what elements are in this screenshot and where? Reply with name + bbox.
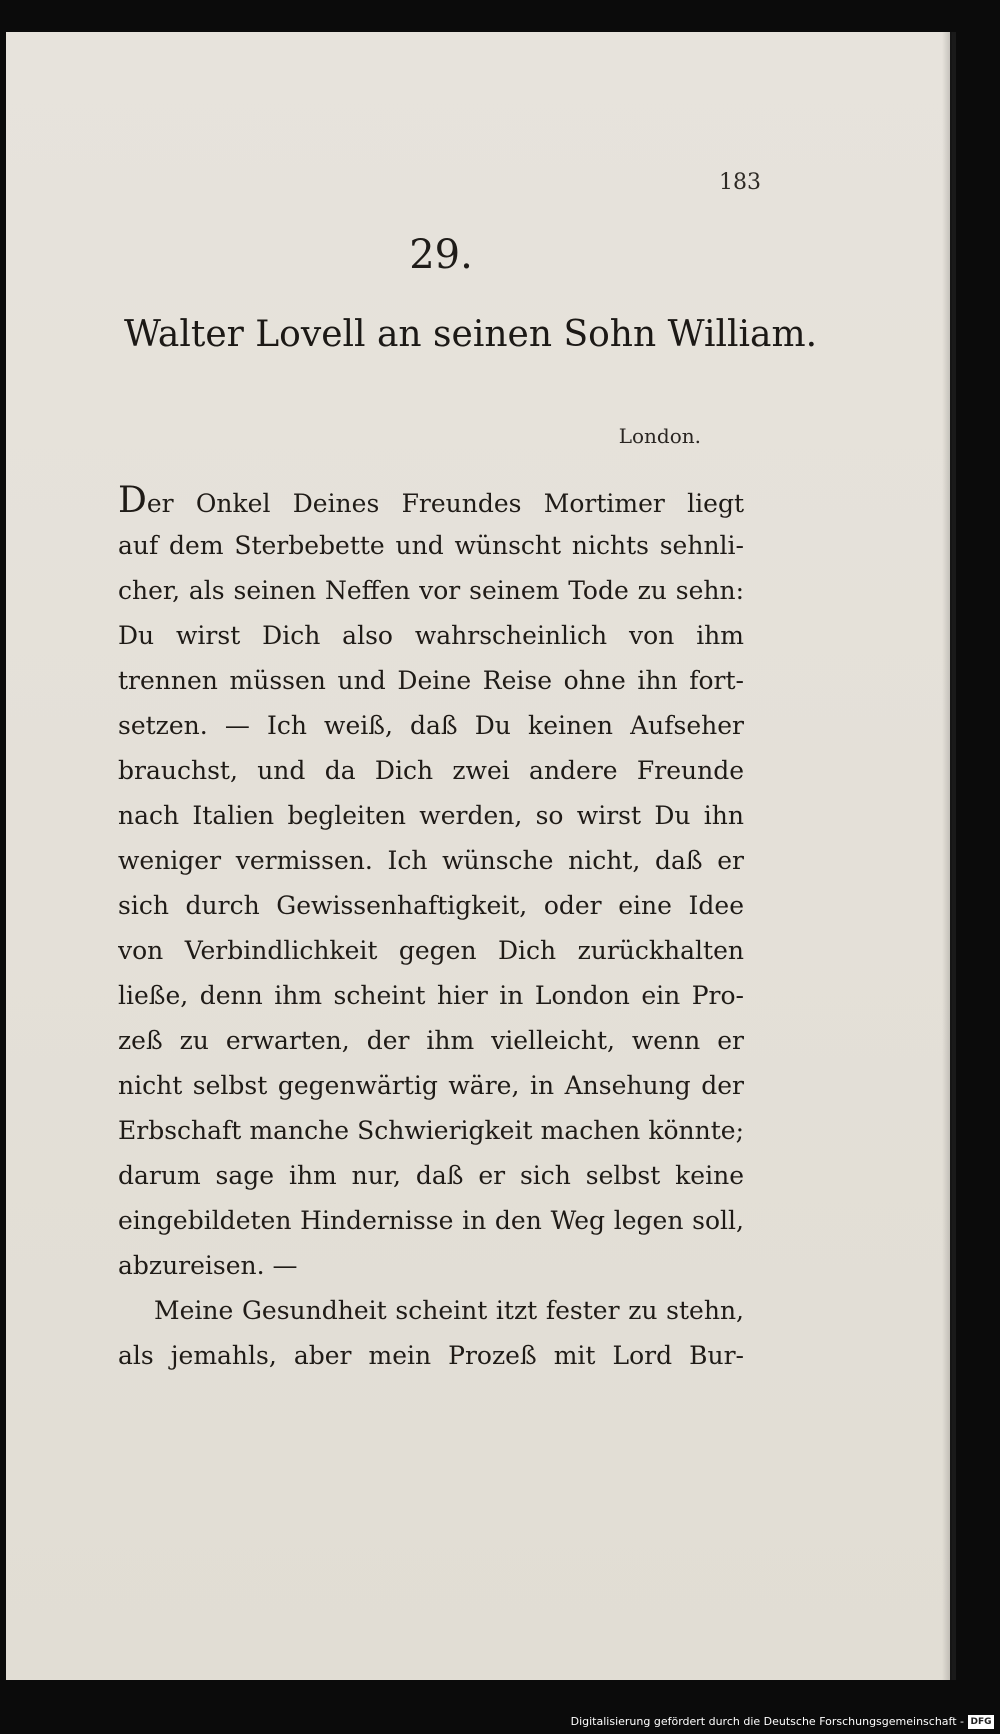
digitization-credit: Digitalisierung gefördert durch die Deutsche Forschungsgemeinschaft - — [570, 1715, 964, 1728]
text-line: nicht selbst gegenwärtig wäre, in Ansehung der — [118, 1071, 744, 1100]
text-line: abzureisen. — — [118, 1251, 298, 1280]
text-line: auf dem Sterbebette und wünscht nichts sehnli- — [118, 531, 744, 560]
text-line: nach Italien begleiten werden, so wirst Du ihn — [118, 801, 744, 830]
letter-title: Walter Lovell an seinen Sohn William. — [124, 314, 818, 355]
text-line: von Verbindlichkeit gegen Dich zurückhalten — [118, 936, 744, 965]
book-page — [6, 32, 956, 1680]
text-line: brauchst, und da Dich zwei andere Freunde — [118, 756, 744, 785]
dropcap: D — [118, 480, 147, 521]
text-line: Du wirst Dich also wahrscheinlich von ihm — [118, 621, 744, 650]
text-line: Erbschaft manche Schwierigkeit machen könnte; — [118, 1116, 744, 1145]
text-line: ließe, denn ihm scheint hier in London ein Pro- — [118, 981, 744, 1010]
letter-place: London. — [618, 424, 701, 448]
text-line: sich durch Gewissenhaftigkeit, oder eine Idee — [118, 891, 744, 920]
dfg-logo: DFG — [968, 1715, 994, 1729]
text-line: Meine Gesundheit scheint itzt fester zu stehn, — [154, 1296, 744, 1325]
page-edge-shadow — [942, 32, 952, 1680]
letter-body — [118, 478, 744, 1378]
page-number: 183 — [719, 170, 761, 195]
text-line: weniger vermissen. Ich wünsche nicht, daß er — [118, 846, 744, 875]
text-line: setzen. — Ich weiß, daß Du keinen Aufseher — [118, 711, 744, 740]
text-line: zeß zu erwarten, der ihm vielleicht, wenn er — [118, 1026, 744, 1055]
text-line: trennen müssen und Deine Reise ohne ihn fort- — [118, 666, 744, 695]
text-line: cher, als seinen Neffen vor seinem Tode zu sehn: — [118, 576, 744, 605]
text-line: darum sage ihm nur, daß er sich selbst keine — [118, 1161, 744, 1190]
text-line: als jemahls, aber mein Prozeß mit Lord Bur- — [118, 1341, 744, 1370]
text-line: eingebildeten Hindernisse in den Weg legen soll, — [118, 1206, 744, 1235]
chapter-number: 29. — [409, 232, 473, 278]
text-line — [118, 478, 744, 523]
text-line-content: er Onkel Deines Freundes Mortimer liegt — [146, 489, 744, 518]
